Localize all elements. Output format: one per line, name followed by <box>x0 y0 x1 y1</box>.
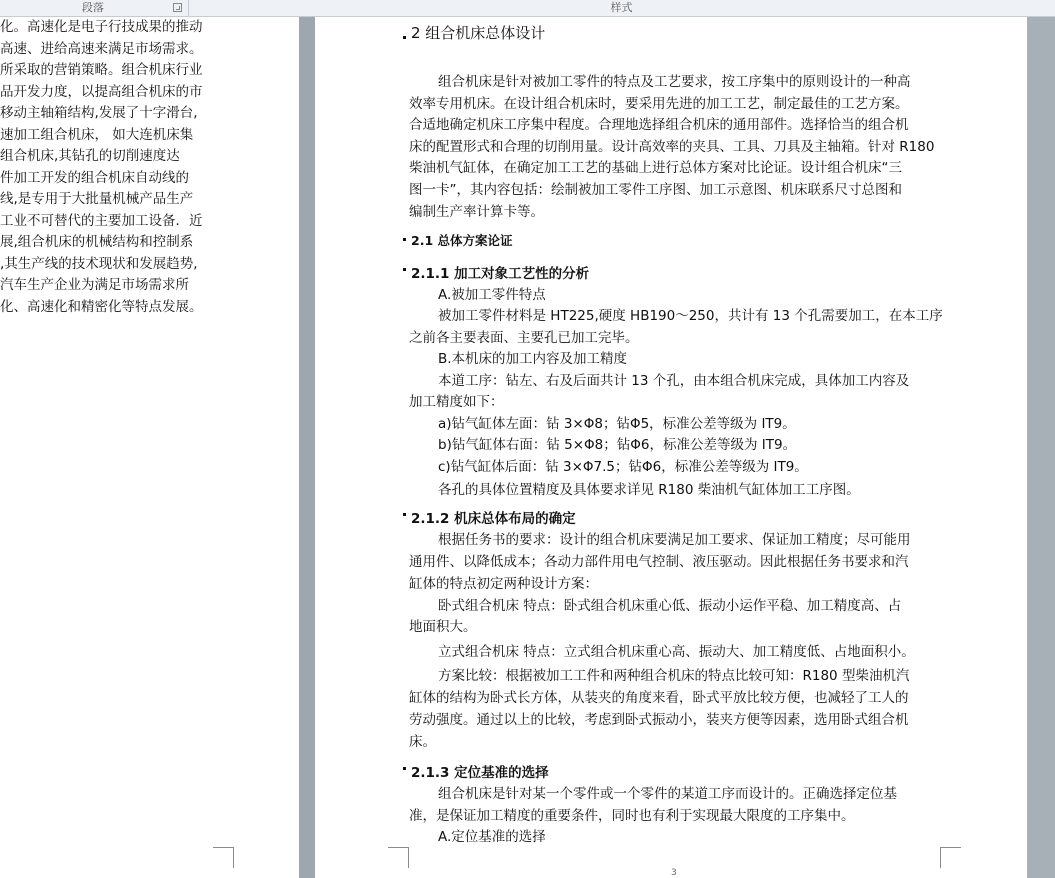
text-line: 展,组合机床的机械结构和控制系 <box>0 234 194 250</box>
text-line: 之前各主要表面、主要孔已加工完毕。 <box>409 330 639 346</box>
text-line: 移动主轴箱结构,发展了十字滑台, <box>0 105 198 121</box>
text-line: 汽车生产企业为满足市场需求所 <box>0 277 189 293</box>
text-line: 地面积大。 <box>409 619 477 635</box>
text-line: 化、高速化和精密化等特点发展。 <box>0 298 203 315</box>
text-line: 缸体的结构为卧式长方体，从装夹的角度来看，卧式平放比较方便，也减轻了工人的 <box>409 690 909 706</box>
text-line: b)钻气缸体右面：钻 5×Φ8；钻Φ6，标准公差等级为 IT9。 <box>438 437 797 453</box>
text-line: 高速、进给高速来满足市场需求。 <box>0 40 203 57</box>
text-line: 速加工组合机床， 如大连机床集 <box>0 126 194 143</box>
styles-group-title: 样式 <box>610 1 633 14</box>
paragraph-group-title: 段落 <box>82 1 104 14</box>
text-line: 图一卡”，其内容包括：绘制被加工零件工序图、加工示意图、机床联系尺寸总图和 <box>409 182 902 198</box>
text-line: 床。 <box>409 734 436 750</box>
text-line: 工业不可替代的主要加工设备．近 <box>0 212 203 229</box>
paragraph-mark-bullet <box>403 513 406 516</box>
text-line: 立式组合机床 特点：立式组合机床重心高、振动大、加工精度低、占地面积小。 <box>438 644 915 660</box>
paragraph-dialog-launcher-icon[interactable] <box>173 3 182 12</box>
text-line: 化。高速化是电子行技成果的推动 <box>0 19 203 35</box>
text-line: A.定位基准的选择 <box>438 829 546 845</box>
heading-2: 2 组合机床总体设计 <box>411 24 546 42</box>
text-line: 通用件、以降低成本；各动力部件用电气控制、液压驱动。因此根据任务书要求和汽 <box>409 554 909 570</box>
text-line: 加工精度如下： <box>409 394 504 410</box>
text-line: 件加工开发的组合机床自动线的 <box>0 169 189 186</box>
previous-page-text <box>0 17 260 318</box>
text-line: 所采取的营销策略。组合机床行业 <box>0 62 203 78</box>
text-line: 各孔的具体位置精度及具体要求详见 R180 柴油机气缸体加工工序图。 <box>438 482 860 498</box>
text-line: 组合机床是针对某一个零件或一个零件的某道工序而设计的。正确选择定位基 <box>438 786 897 802</box>
heading-2-1-2: 2.1.2 机床总体布局的确定 <box>411 511 576 527</box>
paragraph-mark-bullet <box>403 238 406 241</box>
paragraph-group-label <box>0 0 186 16</box>
paragraph-mark-bullet <box>403 268 406 271</box>
heading-2-1: 2.1 总体方案论证 <box>411 233 513 248</box>
paragraph-mark-bullet <box>403 767 406 770</box>
text-line: 准，是保证加工精度的重要条件，同时也有利于实现最大限度的工序集中。 <box>409 808 855 824</box>
text-line: 编制生产率计算卡等。 <box>409 204 544 220</box>
text-line: 床的配置形式和合理的切削用量。设计高效率的夹具、工具、刀具及主轴箱。针对 R180 <box>409 139 935 155</box>
heading-2-1-3: 2.1.3 定位基准的选择 <box>411 765 549 781</box>
next-page-edge <box>1027 17 1055 878</box>
page-number: 3 <box>671 868 677 878</box>
text-line: 合适地确定机床工序集中程度。合理地选择组合机床的通用部件。选择恰当的组合机 <box>409 117 909 133</box>
text-line: 效率专用机床。在设计组合机床时，要采用先进的加工工艺，制定最佳的工艺方案。 <box>409 96 909 112</box>
ribbon-group-label-bar <box>0 0 1055 17</box>
margin-corner-mark <box>940 847 961 868</box>
page-gap <box>299 17 315 878</box>
text-line: 线,是专用于大批量机械产品生产 <box>0 191 194 207</box>
text-line: ,其生产线的技术现状和发展趋势, <box>0 255 198 272</box>
paragraph-mark-bullet <box>403 36 406 39</box>
heading-2-1-1: 2.1.1 加工对象工艺性的分析 <box>411 266 590 282</box>
styles-group-label <box>188 0 1054 16</box>
text-line: B.本机床的加工内容及加工精度 <box>438 351 628 367</box>
text-line: A.被加工零件特点 <box>438 287 546 303</box>
text-line: 品开发力度，以提高组合机床的市 <box>0 83 203 100</box>
text-line: a)钻气缸体左面：钻 3×Φ8；钻Φ5，标准公差等级为 IT9。 <box>438 416 796 432</box>
text-line: 柴油机气缸体，在确定加工工艺的基础上进行总体方案对比论证。设计组合机床“三 <box>409 160 902 176</box>
text-line: 本道工序：钻左、右及后面共计 13 个孔，由本组合机床完成，具体加工内容及 <box>438 373 910 389</box>
text-line: 根据任务书的要求：设计的组合机床要满足加工要求、保证加工精度；尽可能用 <box>438 532 911 548</box>
text-line: 被加工零件材料是 HT225,硬度 HB190～250，共计有 13 个孔需要加工，在本工序 <box>438 308 943 324</box>
previous-page[interactable] <box>0 17 299 878</box>
text-line: c)钻气缸体后面：钻 3×Φ7.5；钻Φ6，标准公差等级为 IT9。 <box>438 459 808 475</box>
text-line: 方案比较：根据被加工工件和两种组合机床的特点比较可知：R180 型柴油机汽 <box>438 668 910 684</box>
margin-corner-mark <box>213 847 234 868</box>
margin-corner-mark <box>388 847 409 868</box>
text-line: 缸体的特点初定两种设计方案： <box>409 576 598 592</box>
text-line: 卧式组合机床 特点：卧式组合机床重心低、振动小运作平稳、加工精度高、占 <box>438 598 902 614</box>
text-line: 组合机床,其钻孔的切削速度达 <box>0 148 180 164</box>
text-line: 组合机床是针对被加工零件的特点及工艺要求，按工序集中的原则设计的一种高 <box>438 74 911 90</box>
text-line: 劳动强度。通过以上的比较，考虑到卧式振动小，装夹方便等因素，选用卧式组合机 <box>409 712 909 728</box>
